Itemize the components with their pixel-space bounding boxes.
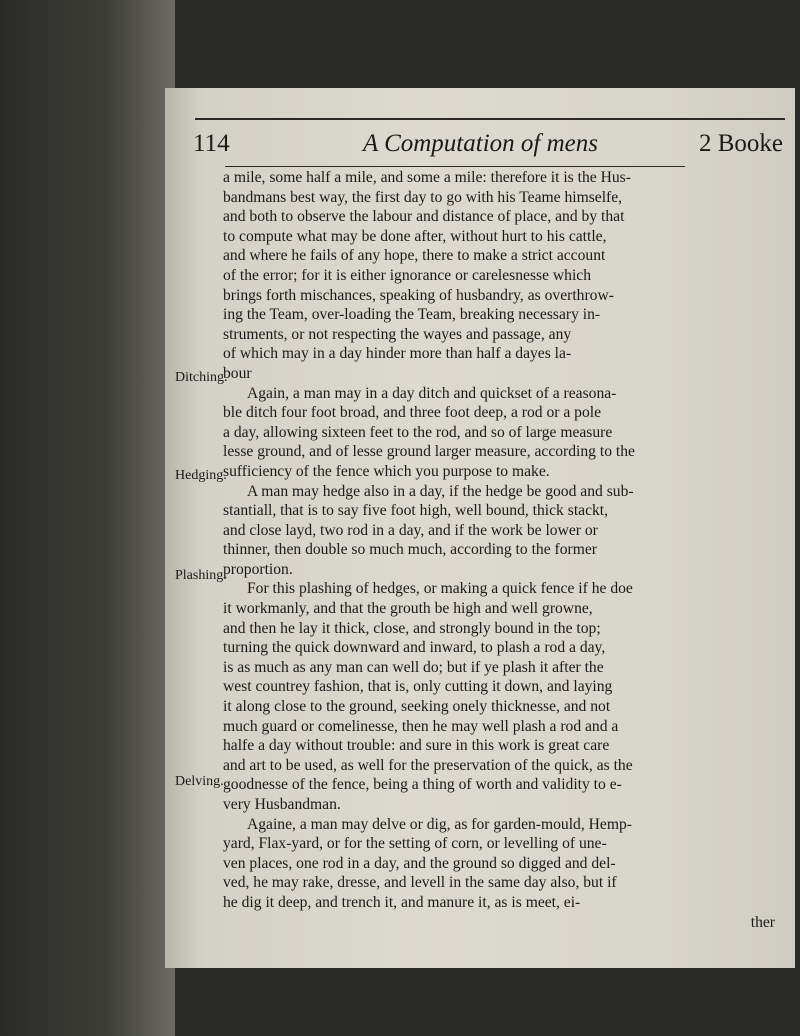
text-line: and then he lay it thick, close, and strongly bound in the top;: [223, 619, 601, 637]
text-line: and art to be used, as well for the preservation of the quick, as the: [223, 756, 633, 774]
text-line: lesse ground, and of lesse ground larger measure, according to the: [223, 443, 635, 461]
margin-note-delving: Delving.: [175, 774, 224, 789]
text-line: A man may hedge also in a day, if the hedge be good and sub-: [247, 482, 634, 500]
text-line: and close layd, two rod in a day, and if the work be lower or: [223, 521, 598, 539]
text-line: is as much as any man can well do; but if ye plash it after the: [223, 658, 604, 676]
text-line: of the error; for it is either ignorance or carelesnesse which: [223, 266, 592, 284]
book-gutter: [0, 0, 175, 1036]
text-line: turning the quick downward and inward, to plash a rod a day,: [223, 639, 606, 657]
margin-note-plashing: Plashing.: [175, 568, 227, 583]
text-line: ing the Team, over-loading the Team, breaking necessary in-: [223, 306, 601, 324]
text-line: struments, or not respecting the wayes and passage, any: [223, 325, 572, 343]
book-label: 2 Booke: [698, 130, 783, 157]
text-line: ble ditch four foot broad, and three foot deep, a rod or a pole: [223, 404, 602, 422]
page-number: 114: [193, 130, 230, 157]
text-line: brings forth mischances, speaking of husbandry, as overthrow-: [223, 286, 614, 304]
text-line: proportion.: [223, 560, 293, 578]
text-line: goodnesse of the fence, being a thing of worth and validity to e-: [223, 776, 622, 794]
text-line: Again, a man may in a day ditch and quickset of a reasona-: [247, 384, 617, 402]
text-line: very Husbandman.: [223, 796, 341, 813]
text-line: he dig it deep, and trench it, and manure it, as is meet, ei-: [223, 893, 581, 911]
text-line: bour: [223, 364, 252, 382]
text-line: a mile, some half a mile, and some a mile: therefore it is the Hus-: [223, 169, 631, 186]
margin-note-hedging: Hedging.: [175, 468, 227, 483]
body-text: [223, 168, 783, 932]
text-line: to compute what may be done after, without hurt to his cattle,: [223, 227, 607, 245]
running-header: [193, 130, 783, 164]
text-line: halfe a day without trouble: and sure in this work is great care: [223, 737, 610, 755]
text-line: and both to observe the labour and distance of place, and by that: [223, 208, 625, 226]
text-line: a day, allowing sixteen feet to the rod, and so of large measure: [223, 423, 613, 441]
book-page: [165, 88, 795, 968]
text-line: Againe, a man may delve or dig, as for garden-mould, Hemp-: [247, 815, 632, 833]
text-line: stantiall, that is to say five foot high, well bound, thick stackt,: [223, 502, 609, 520]
catchword: ther: [750, 913, 775, 931]
text-line: bandmans best way, the first day to go with his Teame himselfe,: [223, 188, 623, 206]
text-line: west countrey fashion, that is, only cutting it down, and laying: [223, 678, 613, 696]
text-line: much guard or comelinesse, then he may well plash a rod and a: [223, 717, 619, 735]
text-line: ved, he may rake, dresse, and levell in the same day also, but if: [223, 874, 617, 892]
text-line: it along close to the ground, seeking onely thicknesse, and not: [223, 698, 611, 716]
text-line: thinner, then double so much much, according to the former: [223, 541, 597, 559]
margin-note-ditching: Ditching.: [175, 370, 228, 385]
text-line: sufficiency of the fence which you purpose to make.: [223, 462, 550, 480]
text-line: ven places, one rod in a day, and the ground so digged and del-: [223, 854, 616, 872]
header-rule: [225, 166, 685, 167]
top-rule: [195, 118, 785, 120]
text-line: it workmanly, and that the grouth be high and well growne,: [223, 600, 593, 618]
text-line: For this plashing of hedges, or making a quick fence if he doe: [247, 580, 633, 598]
running-title: A Computation of mens: [363, 130, 598, 157]
text-line: of which may in a day hinder more than half a dayes la-: [223, 345, 572, 363]
text-line: and where he fails of any hope, there to make a strict account: [223, 247, 606, 265]
text-line: yard, Flax-yard, or for the setting of corn, or levelling of une-: [223, 835, 607, 853]
